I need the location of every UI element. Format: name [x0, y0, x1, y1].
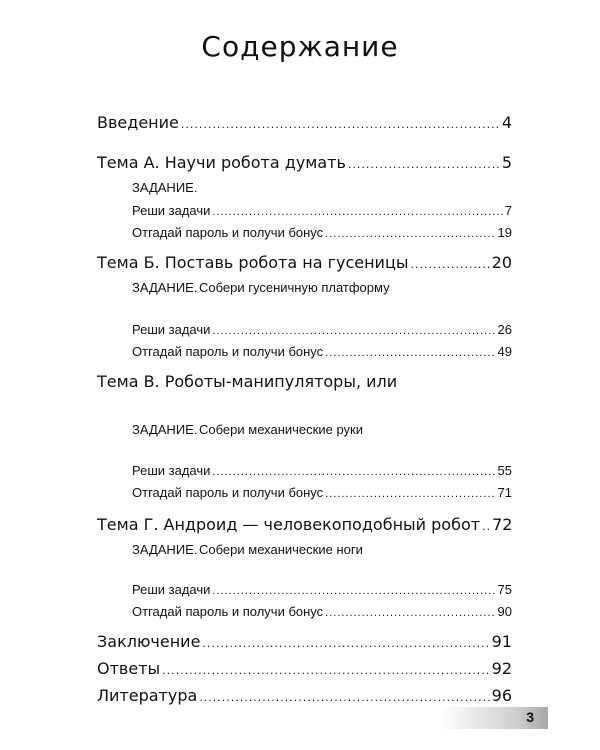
toc-bonus-topic-v[interactable] — [132, 485, 512, 500]
dot-leader — [181, 118, 500, 131]
toc-label-line1: Тема В. Роботы-манипуляторы, или — [97, 372, 398, 391]
page-number: 3 — [526, 709, 534, 725]
toc-page: 55 — [497, 463, 512, 478]
toc-page: 20 — [491, 253, 512, 272]
toc-task-topic-b[interactable] — [132, 280, 512, 320]
toc-entry-topic-g[interactable] — [97, 515, 512, 534]
toc-label: Ответы — [97, 659, 161, 678]
toc-page: 90 — [497, 604, 512, 619]
toc-bonus-topic-g[interactable] — [132, 604, 512, 619]
task-prefix: ЗАДАНИЕ. — [132, 180, 198, 195]
dot-leader — [212, 585, 495, 597]
dot-leader — [212, 206, 502, 218]
toc-solve-topic-a[interactable] — [132, 203, 512, 218]
task-text-line1: Собери механические руки — [199, 422, 363, 437]
task-prefix: ЗАДАНИЕ. — [132, 280, 198, 295]
toc-solve-topic-g[interactable] — [132, 582, 512, 597]
toc-page: 49 — [497, 344, 512, 359]
task-text-line1: Собери гусеничную платформу — [199, 280, 390, 295]
toc-label: Реши задачи — [132, 582, 211, 597]
toc-entry-topic-v[interactable] — [97, 372, 512, 416]
toc-label: Отгадай пароль и получи бонус — [132, 225, 324, 240]
page-number-tab — [440, 707, 548, 729]
toc-page: 5 — [501, 153, 512, 172]
dot-leader — [482, 520, 490, 533]
toc-label: Введение — [97, 113, 179, 132]
task-prefix: ЗАДАНИЕ. — [132, 542, 198, 557]
toc-page: 71 — [497, 485, 512, 500]
toc-label: Тема А. Научи робота думать — [97, 153, 346, 172]
toc-label: Отгадай пароль и получи бонус — [132, 485, 324, 500]
toc-entry-topic-b[interactable] — [97, 253, 512, 272]
toc-label: Реши задачи — [132, 203, 211, 218]
dot-leader — [202, 637, 489, 650]
toc-solve-topic-b[interactable] — [132, 322, 512, 337]
toc-bonus-topic-a[interactable] — [132, 225, 512, 240]
toc-page: 75 — [497, 582, 512, 597]
dot-leader — [325, 607, 495, 619]
toc-page: 7 — [504, 203, 512, 218]
toc-label: Тема Г. Андроид — человекоподобный робот — [97, 515, 481, 534]
task-prefix: ЗАДАНИЕ. — [132, 422, 198, 437]
dot-leader — [325, 228, 495, 240]
dot-leader — [325, 347, 495, 359]
task-text-line1: Собери механические ноги — [199, 542, 363, 557]
toc-page: 91 — [491, 632, 512, 651]
toc-task-topic-v[interactable] — [132, 422, 512, 462]
dot-leader — [212, 325, 495, 337]
page-title: Содержание — [201, 30, 399, 63]
toc-entry-conclusion[interactable] — [97, 632, 512, 651]
toc-page: 96 — [491, 686, 512, 705]
toc-label: Заключение — [97, 632, 201, 651]
toc-label: Литература — [97, 686, 198, 705]
dot-leader — [212, 466, 495, 478]
toc-label: Отгадай пароль и получи бонус — [132, 604, 324, 619]
toc-task-topic-g[interactable] — [132, 542, 512, 582]
dot-leader — [325, 488, 495, 500]
toc-page: 92 — [491, 659, 512, 678]
toc-label: Реши задачи — [132, 463, 211, 478]
dot-leader — [348, 158, 500, 171]
toc-page: 72 — [492, 515, 512, 534]
dot-leader — [199, 691, 489, 704]
toc-label: Реши задачи — [132, 322, 211, 337]
toc-entry-answers[interactable] — [97, 659, 512, 678]
dot-leader — [162, 664, 490, 677]
toc-label: Тема Б. Поставь робота на гусеницы — [97, 253, 409, 272]
toc-entry-literature[interactable] — [97, 686, 512, 705]
toc-bonus-topic-b[interactable] — [132, 344, 512, 359]
dot-leader — [410, 258, 489, 271]
toc-entry-topic-a[interactable] — [97, 153, 512, 172]
toc-page: 19 — [497, 225, 512, 240]
toc-page: 26 — [497, 322, 512, 337]
toc-page: 4 — [501, 113, 512, 132]
toc-task-topic-a[interactable] — [132, 180, 512, 198]
toc-entry-intro[interactable] — [97, 113, 512, 132]
toc-solve-topic-v[interactable] — [132, 463, 512, 478]
toc-label: Отгадай пароль и получи бонус — [132, 344, 324, 359]
